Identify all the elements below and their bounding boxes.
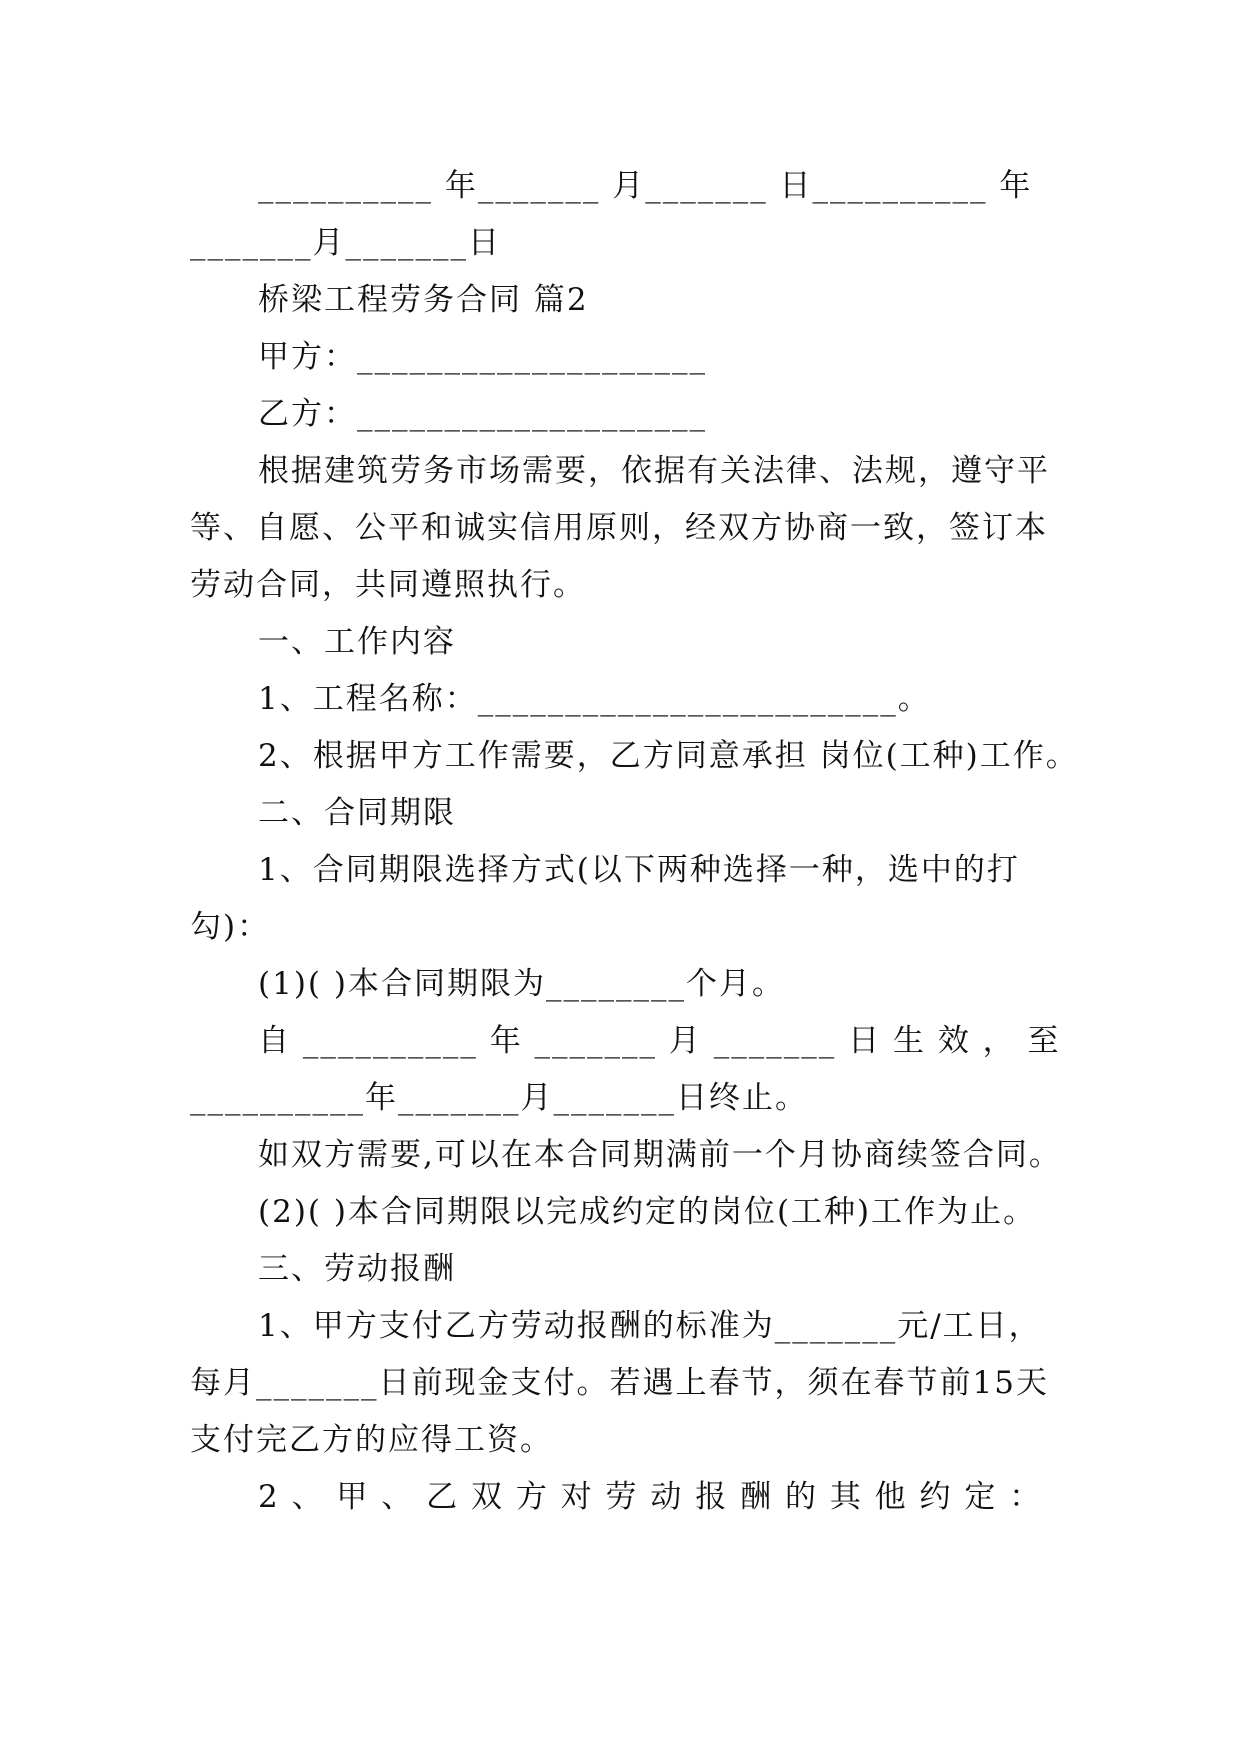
heading-work-content: 一、工作内容: [258, 624, 456, 660]
item-term-method-1: 1、合同期限选择方式(以下两种选择一种，选中的打: [258, 852, 1020, 888]
item-project-name: 1、工程名称：________________________。: [258, 681, 931, 717]
party-a-line: 甲方：____________________: [258, 339, 707, 375]
option-1: (1)( )本合同期限为________个月。: [258, 966, 785, 1002]
effective-date-line: 自 __________ 年 _______ 月 _______ 日 生 效 ， 至: [258, 1023, 1061, 1059]
date-line-2: _______月_______日: [190, 225, 501, 261]
item-term-method-2: 勾)：: [190, 909, 271, 945]
party-b-line: 乙方：____________________: [258, 396, 707, 432]
renewal-line: 如双方需要,可以在本合同期满前一个月协商续签合同。: [258, 1137, 1062, 1173]
section-title: 桥梁工程劳务合同 篇2: [258, 282, 589, 318]
paragraph-intro-1: 根据建筑劳务市场需要，依据有关法律、法规，遵守平: [258, 453, 1050, 489]
remuneration-line-1: 1、甲方支付乙方劳动报酬的标准为_______元/工日，: [258, 1308, 1042, 1344]
other-agreement-line: 2 、 甲 、 乙 双 方 对 劳 动 报 酬 的 其 他 约 定 ：: [258, 1479, 1043, 1515]
option-2: (2)( )本合同期限以完成约定的岗位(工种)工作为止。: [258, 1194, 1037, 1230]
heading-remuneration: 三、劳动报酬: [258, 1251, 456, 1287]
heading-contract-term: 二、合同期限: [258, 795, 456, 831]
paragraph-intro-2: 等、自愿、公平和诚实信用原则，经双方协商一致，签订本: [190, 510, 1048, 546]
date-line-1: __________ 年_______ 月_______ 日__________ 年: [258, 168, 1033, 204]
paragraph-intro-3: 劳动合同，共同遵照执行。: [190, 567, 586, 603]
remuneration-line-3: 支付完乙方的应得工资。: [190, 1422, 553, 1458]
item-work-need: 2、根据甲方工作需要，乙方同意承担 岗位(工种)工作。: [258, 738, 1079, 774]
remuneration-line-2: 每月_______日前现金支付。若遇上春节，须在春节前15天: [190, 1365, 1049, 1401]
end-date-line: __________年_______月_______日终止。: [190, 1080, 808, 1116]
